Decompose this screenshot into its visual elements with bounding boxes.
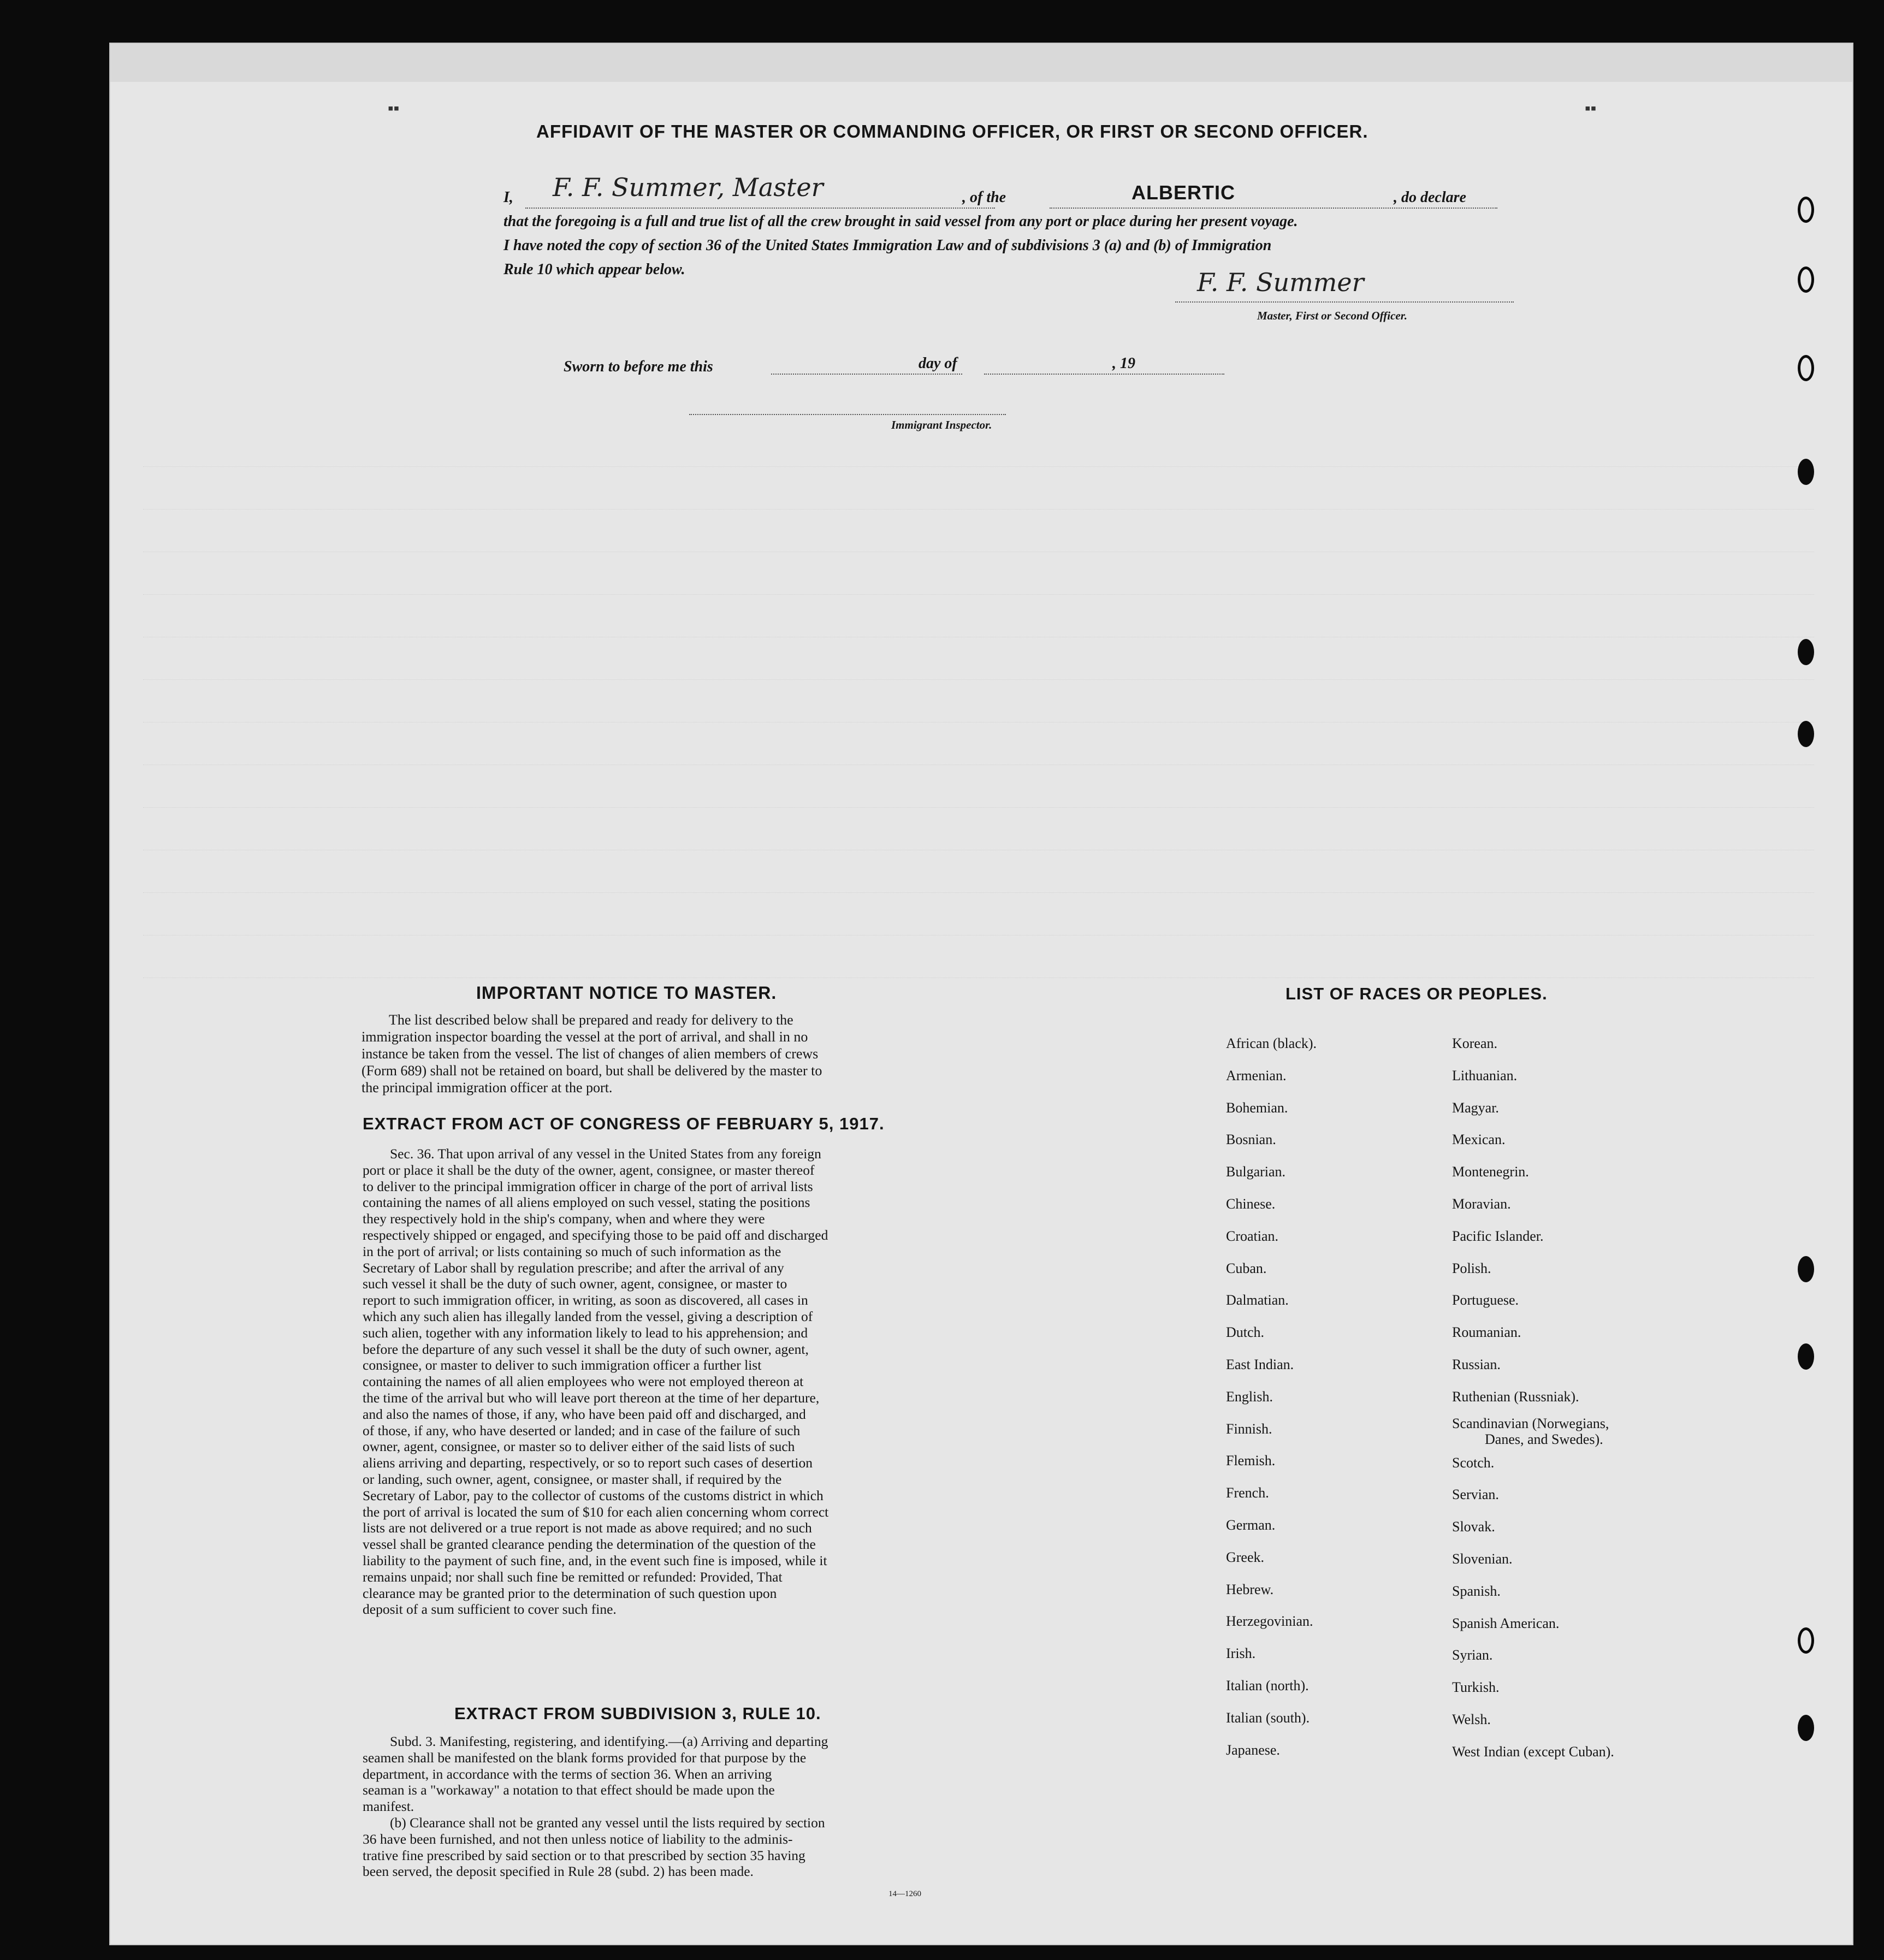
race-item: Danes, and Swedes). bbox=[1485, 1431, 1603, 1447]
binder-hole bbox=[1798, 1256, 1814, 1282]
act-line: in the port of arrival; or lists containing so much of such information as the bbox=[363, 1243, 781, 1259]
notice-line: (Form 689) shall not be retained on board, but shall be delivered by the master to bbox=[362, 1063, 822, 1079]
rule-line: trative fine prescribed by said section or to that prescribed by section 35 having bbox=[363, 1847, 805, 1863]
act-line: report to such immigration officer, in writing, as soon as discovered, all cases in bbox=[363, 1292, 808, 1308]
affidavit-title: AFFIDAVIT OF THE MASTER OR COMMANDING OFFICER, OR FIRST OR SECOND OFFICER. bbox=[536, 121, 1368, 141]
rule-extract-body bbox=[363, 1733, 1064, 1880]
sworn-month-line bbox=[984, 374, 1224, 375]
rule-line: seamen shall be manifested on the blank forms provided for that purpose by the bbox=[363, 1749, 807, 1766]
race-item: East Indian. bbox=[1226, 1356, 1294, 1372]
act-line: remains unpaid; nor shall such fine be remitted or refunded: Provided, That bbox=[363, 1568, 783, 1585]
race-item: Roumanian. bbox=[1452, 1324, 1521, 1341]
race-item: Chinese. bbox=[1226, 1195, 1276, 1212]
race-item: Slovenian. bbox=[1452, 1550, 1513, 1567]
act-line: before the departure of any such vessel it shall be the duty of such owner, agent, bbox=[363, 1341, 809, 1357]
race-item: West Indian (except Cuban). bbox=[1452, 1743, 1614, 1760]
race-item: Croatian. bbox=[1226, 1228, 1279, 1244]
rule-extract-title: EXTRACT FROM SUBDIVISION 3, RULE 10. bbox=[454, 1704, 821, 1723]
binder-hole bbox=[1798, 1627, 1814, 1654]
race-item: Greek. bbox=[1226, 1549, 1265, 1565]
act-line: vessel shall be granted clearance pending the determination of the question of the bbox=[363, 1536, 816, 1553]
race-item: Flemish. bbox=[1226, 1453, 1276, 1469]
rule-line: manifest. bbox=[363, 1798, 414, 1815]
registration-mark: ▪▪ bbox=[388, 99, 400, 117]
race-item: German. bbox=[1226, 1517, 1276, 1533]
race-item: Ruthenian (Russniak). bbox=[1452, 1388, 1579, 1405]
race-item: Bohemian. bbox=[1226, 1099, 1288, 1116]
notice-line: instance be taken from the vessel. The list of changes of alien members of crews bbox=[362, 1046, 819, 1062]
notice-line: the principal immigration officer at the port. bbox=[362, 1080, 613, 1096]
notice-line: immigration inspector boarding the vessel at the port of arrival, and shall in no bbox=[362, 1029, 808, 1045]
act-line: to deliver to the principal immigration officer in charge of the port of arrival lists bbox=[363, 1178, 813, 1194]
race-item: Finnish. bbox=[1226, 1420, 1272, 1437]
notice-title: IMPORTANT NOTICE TO MASTER. bbox=[476, 983, 777, 1003]
notice-line: The list described below shall be prepared and ready for delivery to the bbox=[389, 1012, 793, 1028]
binder-hole bbox=[1798, 1343, 1814, 1370]
notice-body bbox=[362, 1011, 1063, 1096]
registration-mark: ▪▪ bbox=[1585, 99, 1597, 117]
race-item: Polish. bbox=[1452, 1260, 1491, 1276]
act-line: containing the names of all aliens employed on such vessel, stating the positions bbox=[363, 1194, 810, 1211]
act-line: aliens arriving and departing, respectively, or so to report such cases of desertion bbox=[363, 1455, 813, 1471]
officer-caption: Master, First or Second Officer. bbox=[1257, 309, 1407, 322]
races-left-column bbox=[1226, 1028, 1317, 1766]
race-item: Hebrew. bbox=[1226, 1581, 1274, 1597]
binder-hole bbox=[1798, 197, 1814, 223]
form-number: 14—1260 bbox=[888, 1890, 921, 1898]
race-item: Servian. bbox=[1452, 1487, 1499, 1503]
race-item: Portuguese. bbox=[1452, 1292, 1519, 1308]
race-item: Armenian. bbox=[1226, 1067, 1287, 1083]
ruled-row bbox=[143, 501, 1814, 510]
race-item: Scotch. bbox=[1452, 1454, 1495, 1471]
race-item: Russian. bbox=[1452, 1356, 1501, 1372]
race-item: Spanish American. bbox=[1452, 1615, 1560, 1631]
act-extract-title: EXTRACT FROM ACT OF CONGRESS OF FEBRUARY 5, 1917. bbox=[363, 1114, 885, 1133]
officer-signature: F. F. Summer bbox=[1197, 268, 1364, 297]
act-line: respectively shipped or engaged, and specifying those to be paid off and discharged bbox=[363, 1227, 828, 1243]
vessel-line bbox=[1050, 208, 1497, 209]
rule-line: 36 have been furnished, and not then unless notice of liability to the adminis- bbox=[363, 1831, 793, 1847]
race-item: Cuban. bbox=[1226, 1260, 1267, 1276]
race-item: Magyar. bbox=[1452, 1099, 1499, 1116]
act-line: the port of arrival is located the sum of $10 for each alien concerning whom correct bbox=[363, 1503, 829, 1520]
act-line: or landing, such owner, agent, consignee, or master shall, if required by the bbox=[363, 1471, 782, 1487]
act-line: liability to the payment of such fine, and, in the event such fine is imposed, while it bbox=[363, 1552, 827, 1568]
race-item: Scandinavian (Norwegians, bbox=[1452, 1415, 1609, 1431]
race-item: Syrian. bbox=[1452, 1647, 1493, 1663]
rule-line: (b) Clearance shall not be granted any vessel until the lists required by section bbox=[390, 1814, 825, 1831]
race-item: Spanish. bbox=[1452, 1583, 1501, 1599]
race-item: Japanese. bbox=[1226, 1742, 1280, 1758]
affidavit-i-label: I, bbox=[503, 189, 513, 206]
ruled-row bbox=[143, 672, 1814, 680]
ruled-row bbox=[143, 629, 1814, 637]
binder-hole bbox=[1798, 267, 1814, 293]
act-line: they respectively hold in the ship's company, when and where they were bbox=[363, 1211, 765, 1227]
act-line: and also the names of those, if any, who have been paid off and discharged, and bbox=[363, 1406, 806, 1422]
binder-hole bbox=[1798, 1715, 1814, 1741]
ruled-row bbox=[143, 587, 1814, 595]
race-item: Herzegovinian. bbox=[1226, 1613, 1313, 1630]
race-item: Dalmatian. bbox=[1226, 1292, 1289, 1308]
race-item: Irish. bbox=[1226, 1645, 1256, 1662]
affidavit-line-4: Rule 10 which appear below. bbox=[503, 261, 685, 278]
ruled-row bbox=[143, 544, 1814, 552]
act-line: owner, agent, consignee, or master so to deliver either of the said lists of such bbox=[363, 1438, 795, 1455]
page-top-band bbox=[110, 44, 1852, 82]
act-line: clearance may be granted prior to the determination of such question upon bbox=[363, 1585, 777, 1601]
affidavit-line-2: that the foregoing is a full and true list of all the crew brought in said vessel from any port or place during her present voyage. bbox=[503, 213, 1298, 230]
act-line: Secretary of Labor, pay to the collector of customs of the customs district in which bbox=[363, 1487, 823, 1503]
race-item: Korean. bbox=[1452, 1035, 1498, 1051]
act-line: of those, if any, who have deserted or landed; and in case of the failure of such bbox=[363, 1422, 801, 1438]
act-line: such vessel it shall be the duty of such owner, agent, consignee, or master to bbox=[363, 1276, 787, 1292]
race-item: Italian (north). bbox=[1226, 1677, 1309, 1693]
act-line: Sec. 36. That upon arrival of any vessel in the United States from any foreign bbox=[390, 1146, 821, 1162]
master-signature: F. F. Summer, Master bbox=[553, 173, 823, 202]
of-the-label: , of the bbox=[962, 189, 1006, 206]
race-item: Lithuanian. bbox=[1452, 1067, 1518, 1083]
race-item: Slovak. bbox=[1452, 1519, 1495, 1535]
rule-line: department, in accordance with the terms of section 36. When an arriving bbox=[363, 1766, 772, 1782]
race-item: Turkish. bbox=[1452, 1679, 1500, 1696]
act-extract-body bbox=[363, 1146, 1064, 1618]
race-item: Welsh. bbox=[1452, 1711, 1491, 1727]
act-line: Secretary of Labor shall by regulation prescribe; and after the arrival of any bbox=[363, 1259, 784, 1276]
race-item: Mexican. bbox=[1452, 1132, 1506, 1148]
act-line: lists are not delivered or a true report is not made as above required; and no such bbox=[363, 1520, 812, 1536]
rule-line: Subd. 3. Manifesting, registering, and identifying.—(a) Arriving and departing bbox=[390, 1733, 828, 1749]
ruled-row bbox=[143, 800, 1814, 808]
sworn-day-line bbox=[771, 374, 962, 375]
affidavit-line-3: I have noted the copy of section 36 of the United States Immigration Law and of subdivisions 3 (a) and (b) of Immigration bbox=[503, 237, 1272, 254]
day-of-label: day of bbox=[919, 355, 957, 372]
year-label: , 19 bbox=[1112, 355, 1135, 372]
act-line: the time of the arrival but who will leave port thereon at the time of her departure, bbox=[363, 1389, 820, 1406]
race-item: Dutch. bbox=[1226, 1324, 1265, 1341]
act-line: consignee, or master to deliver to such immigration officer a further list bbox=[363, 1357, 762, 1373]
binder-hole bbox=[1798, 355, 1814, 381]
act-line: port or place it shall be the duty of the owner, agent, consignee, or master thereof bbox=[363, 1162, 815, 1178]
act-line: such alien, together with any information likely to lead to his apprehension; and bbox=[363, 1324, 808, 1341]
signature-line bbox=[1175, 301, 1514, 303]
do-declare-label: , do declare bbox=[1394, 189, 1466, 206]
sworn-label: Sworn to before me this bbox=[564, 358, 713, 375]
inspector-caption: Immigrant Inspector. bbox=[891, 418, 992, 431]
race-item: Italian (south). bbox=[1226, 1709, 1310, 1726]
name-line bbox=[525, 208, 995, 209]
race-item: Bulgarian. bbox=[1226, 1164, 1286, 1180]
race-item: Montenegrin. bbox=[1452, 1164, 1529, 1180]
ruled-row bbox=[143, 885, 1814, 893]
race-item: African (black). bbox=[1226, 1035, 1317, 1051]
races-title: LIST OF RACES OR PEOPLES. bbox=[1285, 984, 1548, 1003]
vessel-name: ALBERTIC bbox=[1131, 181, 1235, 204]
act-line: deposit of a sum sufficient to cover such fine. bbox=[363, 1601, 617, 1618]
race-item: Bosnian. bbox=[1226, 1132, 1276, 1148]
binder-hole bbox=[1798, 459, 1814, 485]
race-item: Moravian. bbox=[1452, 1195, 1511, 1212]
ruled-row bbox=[143, 757, 1814, 765]
ruled-row bbox=[143, 927, 1814, 935]
inspector-line bbox=[689, 414, 1006, 415]
rule-line: seaman is a "workaway" a notation to that effect should be made upon the bbox=[363, 1782, 775, 1798]
manifest-page bbox=[109, 43, 1853, 1945]
rule-line: been served, the deposit specified in Rule 28 (subd. 2) has been made. bbox=[363, 1863, 754, 1880]
race-item: Pacific Islander. bbox=[1452, 1228, 1544, 1244]
ruled-row bbox=[143, 714, 1814, 723]
race-item: English. bbox=[1226, 1388, 1273, 1405]
races-right-column bbox=[1452, 1028, 1703, 1768]
ruled-row bbox=[143, 459, 1814, 467]
binder-hole bbox=[1798, 639, 1814, 665]
act-line: containing the names of all alien employees who were not employed thereon at bbox=[363, 1373, 804, 1390]
race-item: French. bbox=[1226, 1485, 1269, 1501]
act-line: which any such alien has illegally landed from the vessel, giving a description of bbox=[363, 1308, 813, 1324]
binder-hole bbox=[1798, 721, 1814, 747]
ruled-row bbox=[143, 970, 1814, 978]
ruled-row bbox=[143, 842, 1814, 850]
